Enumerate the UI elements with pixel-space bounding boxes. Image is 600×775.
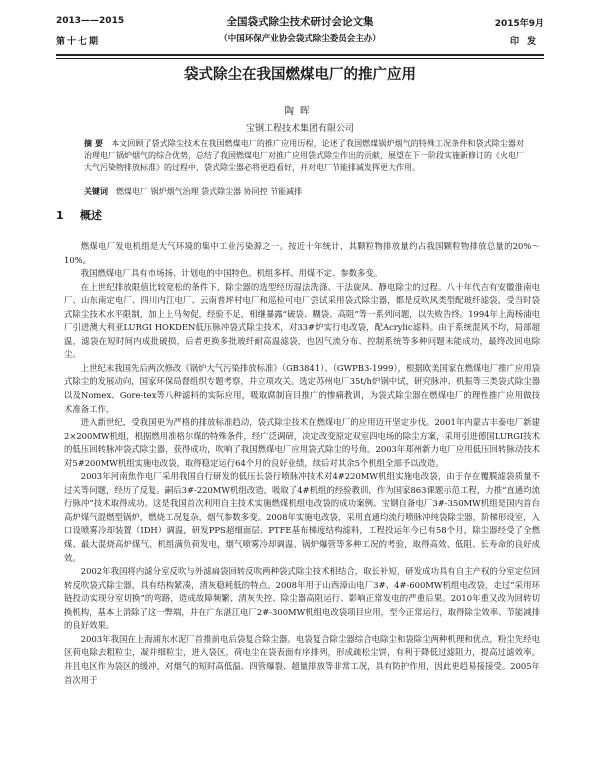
header-rule-thin: [56, 58, 544, 59]
header-issue: 第十七期: [56, 37, 101, 47]
body-paragraph: 在上世纪排放限值比较宽松的条件下，除尘器的选型经历湿法洗涤、干法旋风、静电除尘的过程。八十年代吉有安徽淮南电厂、山东南定电厂、四川内江电厂、云南普坪村电厂和巡检可电厂尝试采用袋式除尘器，都是反吹风类型配玻纤滤袋。受当时袋式除尘技术水平限制，加上上马匆促，经验不足，相继暴露“破袋、糊袋、高阻”等一系列问题，以失败告终。1994年上海杨浦电厂引进澳大利亚LURGI HOKDEN低压脉冲袋式除尘技术，对33#炉实行电改袋，配Acrylic滤料。由于系统混风不均，局部超温，滤袋在短时间内成批破损，后者更换多批玻纤耐高温滤袋，也因气流分布、控制系统等多种问题未能成功，最终改回电除尘。: [64, 281, 540, 360]
body-paragraph: 进入新世纪，受我国更为严格的排放标准趋动，袋式除尘技术在燃煤电厂的应用迈开坚定步伐。2001年内蒙古丰泰电厂新建2×200MW机组，根据燃用准格尔煤的特殊条件，经广泛调研，决定改变原定双室四电场的除尘方案，采用引进德国LURGI技术的低压回转脉冲袋式除尘器，获得成功，吹响了我国燃煤电厂应用袋式除尘的号角。2003年郑州新力电厂应用低压回转脉动技术对5#200MW机组实施电改袋，取得稳定运行64个月的良好业绩，续后对其余5个机组全部予以改造。: [64, 417, 540, 468]
abstract-text: 本文回顾了袋式除尘技术在我国燃煤电厂的推广应用历程，论述了我国燃煤锅炉烟气的特殊工况条件和袋式除尘器对治理电厂锅炉烟气的综合优势，总结了我国燃煤电厂对推广应用袋式除尘作出的贡献，展望在下一阶段实施新修订的《火电厂大气污染物排放标准》的过程中，袋式除尘器必将更趋看好，并对电厂节能排减发挥更大作用。: [84, 139, 524, 172]
header-proceedings-title: 全国袋式除尘技术研讨会论文集: [226, 16, 374, 28]
abstract: [84, 138, 524, 174]
abstract-label: 摘 要: [84, 139, 104, 148]
header-date: 2015年9月: [494, 19, 544, 29]
keywords: [84, 186, 524, 197]
header-rule-thick: [56, 54, 544, 56]
keywords-text: 燃煤电厂 锅炉烟气治理 袋式除尘器 协同控 节能减排: [116, 187, 303, 196]
body-text: [64, 240, 540, 687]
keywords-label: 关键词: [84, 187, 108, 196]
body-paragraph: 2002年我国将内滤分室反吹与外滤扁袋回转反吹两种袋式除尘技术相结合，取长补短，研发成功具有自主产权的分室定位回转反吹袋式除尘器，具有结构紧凑，清灰稳耗低的特点。2008年用于山西漳山电厂3#、4#-600MW机组电改袋，走过“采用环链投动实现分室切换”的弯路，造成故障频繁、清灰失控、除尘器高阻运行、影响正常发电的严重后果。2010年重又改为回转切换机构，基本上消除了这一弊端，并在广东湛江电厂2#-300MW机组电改袋项目应用，至今正常运行，取得除尘效率、节能减排的良好效果。: [64, 566, 540, 631]
body-paragraph: 燃煤电厂发电机组是大气环境的集中工业污染源之一。按近十年统计，其颗粒物排放量约占我国颗粒物排放总量的20%～10%。: [64, 241, 540, 265]
body-paragraph: 我国燃煤电厂具有市场扬、计划电的中国特色。机组多样、用煤不定、参数多变。: [80, 268, 383, 279]
page-header: [56, 14, 544, 54]
header-organizer: （中国环保产业协会袋式除尘委员会主办）: [219, 34, 381, 44]
header-printed: 印发: [509, 37, 544, 47]
paper-affiliation: 宝钢工程技术集团有限公司: [245, 124, 354, 134]
section-title: 概述: [80, 209, 102, 222]
body-paragraph: 2003年河南焦作电厂采用我国自行研发的低压长袋行喷脉冲技术对4#220MW机组实施电改袋，由于存在覆膜滤袋质量不过关等问题，经历了反复。嗣后3#-220MW机组改造，吸取了4#机组的经验教训，作为国家863课题示范工程，力推“直通均流行脉冲”技术取得成功。这是我国首次利用自主技术实施燃煤机组电改袋的成功案例。宝钢自备电厂3#-350MW机组是国内首台高炉煤气混燃型锅炉，燃烧工况复杂，烟气参数多变。2008年实施电改袋，采用直通均流行喷脉冲纯袋除尘器，阶梯形设室，入口设喷雾冷却装置（IDH）调温，研发PPS超细面层、PTFE基布梯度结构滤料，工程投运年今已有58个月，除尘器经受了全燃煤、最大混烧高炉煤气、机组满负荷发电，烟气喷雾冷却调温、锅炉爆管等多种工况的考验，取得高效、低阻、长寿命的良好成效。: [64, 471, 540, 563]
paper-title: 袋式除尘在我国燃煤电厂的推广应用: [184, 67, 416, 83]
section-heading: [56, 207, 102, 223]
header-years: 2013——2015: [56, 16, 125, 26]
body-paragraph: 上世纪末我国先后两次修改《锅炉大气污染排放标准》（GB3841）、（GWPB3-1999），根据欧美国家在燃煤电厂推广应用袋式除尘的发展动向，国家环保局督组织专题考察，并立项攻关。选定苏州电厂35t/h炉锅中试，研究脉冲、机振等三类袋式除尘器以及Nomex、Gore-tex等八种滤料的实际应用，吸取腐制盲目推广的惨痛教训，为袋式除尘器在燃煤电厂的理性推广应用做技术准备工作。: [64, 362, 540, 414]
paper-author: 陶晖: [284, 106, 316, 117]
body-paragraph: 2003年我国在上海浦东水泥厂首推前电后袋复合除尘器。电袋复合除尘器综合电除尘和袋除尘两种机理和优点，粉尘先经电区荷电除去粗粒尘，凝并细粒尘，进入袋区，荷电尘在袋表面有序排列，形成疏松尘饼，有利于降低过滤阻力，提高过滤效率。并且电区作为袋区的缓冲，对烟气的短时高低温、四管爆裂、超量排放等非常工况，具有防护作用，因此更趋易接接受。2005年首次用于: [64, 633, 540, 685]
section-number: 1: [56, 209, 64, 222]
